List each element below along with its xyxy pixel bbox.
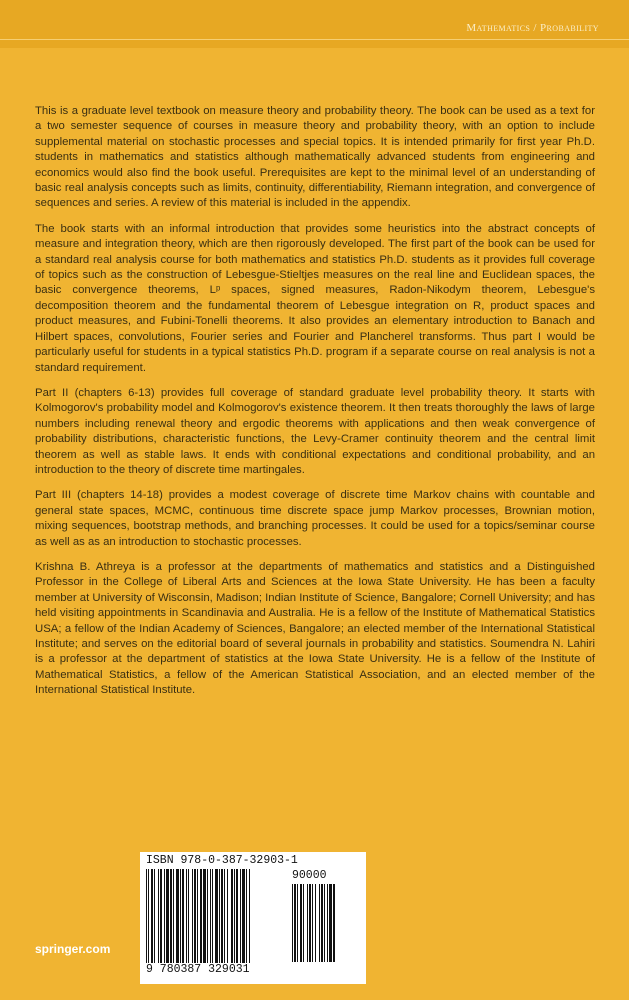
barcode-bar (307, 884, 308, 962)
barcode-bar (234, 869, 235, 963)
barcode-bar (207, 869, 208, 963)
price-code-label: 90000 (292, 869, 327, 882)
paragraph-part-one: The book starts with an informal introduction that provides some heuristics into the abstract concepts of measure and integration theory, which are then rigorously developed. The first part of the book can be used for a standard real analysis course for both mathematics and statistics Ph.D. students as it provides full coverage of topics such as the construction of Lebesgue-Stieltjes measures on the real line and Euclidean spaces, the basic convergence theorems, Lᵖ spaces, signed measures, Radon-Nikodym theorem, Lebesgue's decomposition theorem and the fundamental theorem of Lebesgue integration on R, product spaces and product measures, and Fubini-Tonelli theorems. It also provides an elementary introduction to Banach and Hilbert spaces, convolutions, Fourier series and Fourier and Plancherel transforms. Thus part I would be particularly useful for students in a typical statistics Ph.D. program if a separate course on real analysis is not a standard requirement. (35, 222, 595, 374)
barcode-bar (294, 884, 296, 962)
barcode-bar (246, 869, 247, 963)
barcode-bar (303, 884, 304, 962)
paragraph-part-three: Part III (chapters 14-18) provides a modest coverage of discrete time Markov chains with countable and general state spaces, MCMC, continuous time discrete space jump Markov processes, Brownian motion, mixing sequences, bootstrap methods, and branching processes. It could be used for a topics/seminar course as well as as an introduction to stochastic processes. (35, 489, 595, 548)
barcode-bar (240, 869, 241, 963)
barcode-bar (146, 869, 147, 963)
barcode-bar (194, 869, 196, 963)
barcode-bar (212, 869, 213, 963)
barcode-bar (197, 869, 198, 963)
addon-barcode (292, 884, 354, 962)
barcode-bar (192, 869, 193, 963)
barcode-bar (297, 884, 298, 962)
barcode-bar (327, 884, 328, 962)
isbn-label: ISBN 978-0-387-32903-1 (146, 854, 298, 867)
barcode-bar (182, 869, 184, 963)
barcode-bar (180, 869, 181, 963)
barcode-bar (219, 869, 220, 963)
barcode-bar (164, 869, 165, 963)
barcode-bar (210, 869, 211, 963)
barcode-bar (333, 884, 335, 962)
barcode-bar (148, 869, 149, 963)
barcode-bar (224, 869, 225, 963)
barcode-bar (231, 869, 233, 963)
barcode-bar (312, 884, 313, 962)
barcode-bar (151, 869, 153, 963)
header-rule (0, 39, 629, 40)
barcode-bar (215, 869, 218, 963)
barcode-bar (324, 884, 325, 962)
ean-barcode (146, 869, 286, 963)
header-band (0, 0, 629, 48)
paragraph-intro: This is a graduate level textbook on measure theory and probability theory. The book can be used as a text for a two semester sequence of courses in measure theory and probability theory, with an option to include supplemental material on stochastic processes and special topics. It is intended primarily for first year Ph.D. students in mathematics and statistics although mathematically advanced students from engineering and economics would also find the book useful. Prerequisites are kept to the minimal level of an understanding of basic real analysis concepts such as limits, continuity, differentiability, Riemann integration, and convergence of sequences and series. A review of this material is included in the appendix. (35, 105, 595, 210)
barcode-bar (176, 869, 179, 963)
category-label: Mathematics / Probability (466, 22, 599, 34)
barcode-bar (170, 869, 172, 963)
barcode-bar (329, 884, 332, 962)
barcode-bar (242, 869, 245, 963)
barcode-bar (292, 884, 293, 962)
back-cover-text (35, 104, 595, 709)
barcode-bar (186, 869, 187, 963)
barcode-block (140, 852, 366, 984)
barcode-bar (154, 869, 155, 963)
barcode-digits: 9 780387 329031 (146, 963, 250, 976)
barcode-bar (221, 869, 223, 963)
barcode-bar (227, 869, 228, 963)
barcode-bar (203, 869, 206, 963)
barcode-bar (315, 884, 316, 962)
barcode-bar (319, 884, 320, 962)
barcode-bar (173, 869, 174, 963)
barcode-bar (236, 869, 238, 963)
barcode-bar (309, 884, 311, 962)
paragraph-authors: Krishna B. Athreya is a professor at the departments of mathematics and statistics and a Distinguished Professor in the College of Liberal Arts and Sciences at the Iowa State University. He has been a faculty member at University of Wisconsin, Madison; Indian Institute of Science, Bangalore; Cornell University; and has held visiting appointments in Scandinavia and Australia. He is a fellow of the Institute of Mathematical Statistics USA; a fellow of the Indian Academy of Sciences, Bangalore; an elected member of the International Statistical Institute; and serves on the editorial board of several journals in probability and statistics. Soumendra N. Lahiri is a professor at the department of statistics at the Iowa State University. He is a fellow of the Institute of Mathematical Statistics, a fellow of the American Statistical Association, and an elected member of the International Statistical Institute. (35, 560, 595, 697)
barcode-bar (249, 869, 250, 963)
barcode-bar (166, 869, 169, 963)
barcode-bar (321, 884, 323, 962)
barcode-bar (160, 869, 162, 963)
barcode-bar (158, 869, 159, 963)
barcode-bar (188, 869, 189, 963)
barcode-bar (300, 884, 302, 962)
barcode-bar (200, 869, 202, 963)
paragraph-part-two: Part II (chapters 6-13) provides full coverage of standard graduate level probability theory. It starts with Kolmogorov's probability model and Kolmogorov's existence theorem. It then treats thoroughly the laws of large numbers including renewal theory and ergodic theorems with applications and then weak convergence of probability distributions, characteristic functions, the Levy-Cramer continuity theorem and the central limit theorem as well as stable laws. It ends with conditional expectations and conditional probability, and an introduction to the theory of discrete time martingales. (35, 386, 595, 476)
publisher-url[interactable]: springer.com (35, 942, 111, 956)
